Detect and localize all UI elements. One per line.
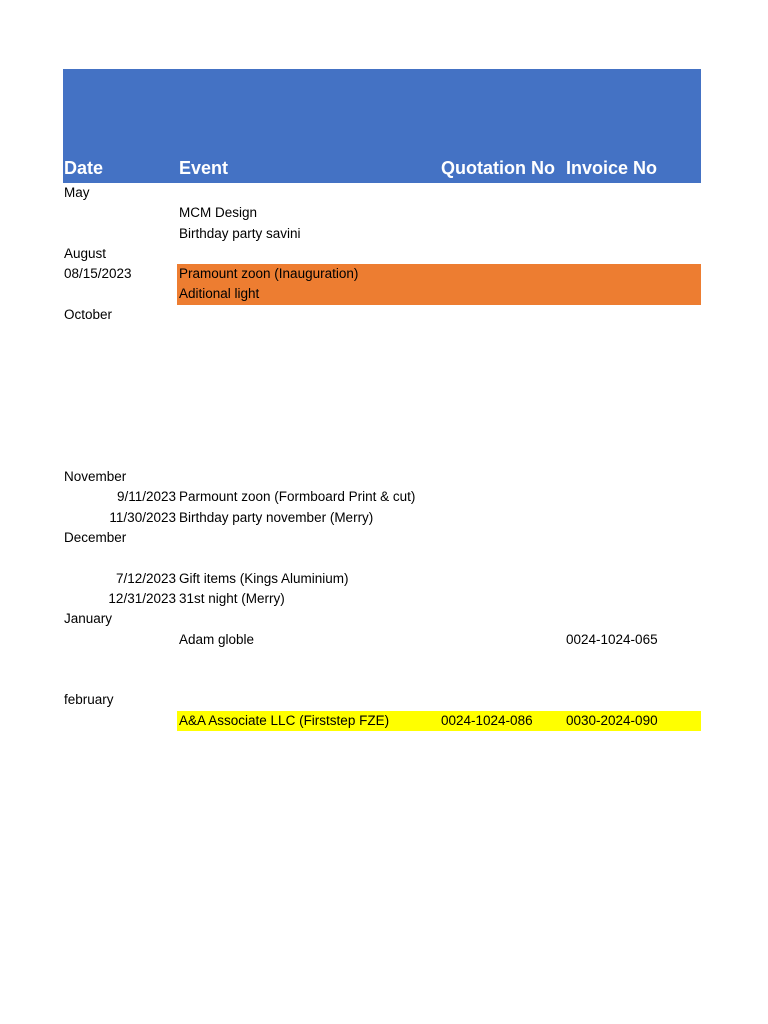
- date-cell: January: [64, 611, 113, 627]
- table-row: [63, 609, 701, 629]
- header-invoice-no: Invoice No: [566, 158, 658, 178]
- table-body: [63, 183, 701, 731]
- table-row-highlighted: [63, 284, 701, 304]
- event-cell: Pramount zoon (Inauguration): [179, 266, 359, 282]
- date-cell: 11/30/2023: [109, 509, 176, 525]
- table-row: [63, 690, 701, 710]
- header-event: Event: [179, 158, 229, 178]
- date-cell: 7/12/2023: [115, 570, 176, 586]
- date-cell: November: [64, 469, 127, 485]
- table-row: [63, 589, 701, 609]
- date-cell: 12/31/2023: [108, 590, 176, 606]
- table-row: [63, 305, 701, 325]
- table-row: [63, 487, 701, 507]
- event-cell: Aditional light: [179, 286, 260, 302]
- table-row: [63, 508, 701, 528]
- date-cell: 9/11/2023: [116, 489, 176, 505]
- date-cell: 08/15/2023: [64, 266, 132, 282]
- table-row: [63, 224, 701, 244]
- event-cell: Parmount zoon (Formboard Print & cut): [179, 489, 416, 505]
- invoice-cell: 0024-1024-065: [566, 631, 658, 647]
- event-cell: Adam globle: [179, 631, 255, 647]
- table-row: [63, 203, 701, 223]
- table-row: [63, 630, 701, 650]
- header-date: Date: [64, 158, 104, 178]
- table-row: [63, 467, 701, 487]
- event-cell: A&A Associate LLC (Firststep FZE): [179, 712, 390, 728]
- date-cell: August: [64, 245, 107, 261]
- table-row-highlighted: [63, 711, 701, 731]
- event-cell: Gift items (Kings Aluminium): [179, 570, 349, 586]
- event-cell: 31st night (Merry): [179, 590, 285, 606]
- quotation-cell: 0024-1024-086: [441, 712, 533, 728]
- invoice-cell: 0030-2024-090: [566, 712, 658, 728]
- table-row: [63, 244, 701, 264]
- date-cell: December: [64, 530, 127, 546]
- event-cell: Birthday party savini: [179, 225, 301, 241]
- event-cell: Birthday party november (Merry): [179, 509, 374, 525]
- table-row: [63, 183, 701, 203]
- header-row: [63, 69, 701, 183]
- table-row-highlighted: [63, 264, 701, 284]
- table-row: [63, 528, 701, 548]
- date-cell: October: [64, 306, 113, 322]
- date-cell: May: [64, 185, 90, 200]
- table-row: [63, 569, 701, 589]
- event-cell: MCM Design: [179, 205, 258, 221]
- date-cell: february: [64, 692, 114, 708]
- header-quotation-no: Quotation No: [441, 158, 555, 178]
